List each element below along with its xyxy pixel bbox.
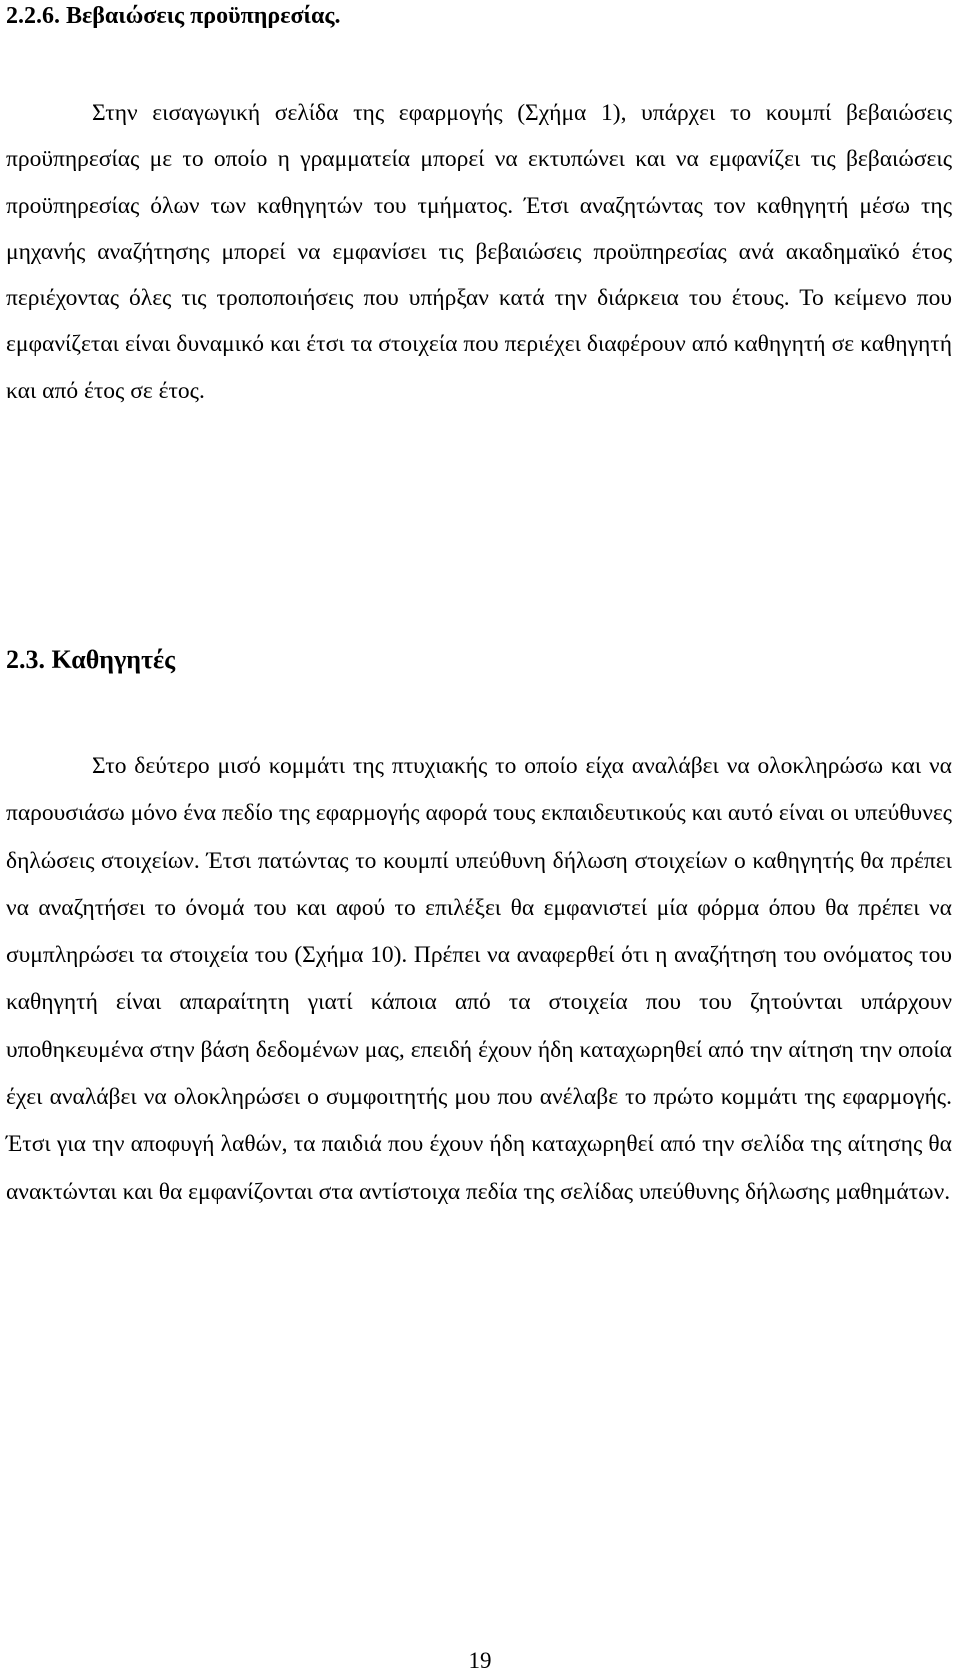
paragraph-service-certificates: Στην εισαγωγική σελίδα της εφαρμογής (Σχήμα 1), υπάρχει το κουμπί βεβαιώσεις προϋπηρεσίας με το οποίο η γραμματεία μπορεί να εκτυπώνει και να εμφανίζει τις βεβαιώσεις προϋπηρεσίας όλων των καθηγητών του τμήματος. Έτσι αναζητώντας τον καθηγητή μέσω της μηχανής αναζήτησης μπορεί να εμφανίσει τις βεβαιώσεις προϋπηρεσίας ανά ακαδημαϊκό έτος περιέχοντας όλες τις τροποποιήσεις που υπήρξαν κατά την διάρκεια του έτους. Το κείμενο που εμφανίζεται είναι δυναμικό και έτσι τα στοιχεία που περιέχει διαφέρουν από καθηγητή σε καθηγητή και από έτος σε έτος. [6, 100, 952, 404]
paragraph-teachers: Στο δεύτερο μισό κομμάτι της πτυχιακής το οποίο είχα αναλάβει να ολοκληρώσω και να παρουσιάσω μόνο ένα πεδίο της εφαρμογής αφορά τους εκπαιδευτικούς και αυτό είναι οι υπεύθυνες δηλώσεις στοιχείων. Έτσι πατώντας το κουμπί υπεύθυνη δήλωση στοιχείων ο καθηγητής θα πρέπει να αναζητήσει το όνομά του και αφού το επιλέξει θα εμφανιστεί μία φόρμα όπου θα πρέπει να συμπληρώσει τα στοιχεία του (Σχήμα 10). Πρέπει να αναφερθεί ότι η αναζήτηση του ονόματος του καθηγητή είναι απαραίτητη γιατί κάποια από τα στοιχεία που του ζητούνται υπάρχουν υποθηκευμένα στην βάση δεδομένων μας, επειδή έχουν ήδη καταχωρηθεί από την αίτηση την οποία έχει αναλάβει να ολοκληρώσει ο συμφοιτητής μου που ανέλαβε το πρώτο κομμάτι της εφαρμογής. Έτσι για την αποφυγή λαθών, τα παιδιά που έχουν ήδη καταχωρηθεί από την σελίδα της αίτησης θα ανακτώνται και θα εμφανίζονται στα αντίστοιχα πεδία της σελίδας υπεύθυνης δήλωσης μαθημάτων. [6, 753, 952, 1205]
section-heading-2-2-6: 2.2.6. Βεβαιώσεις προϋπηρεσίας. [6, 3, 341, 29]
page-number: 19 [468, 1648, 492, 1673]
section-heading-2-3: 2.3. Καθηγητές [6, 645, 176, 674]
